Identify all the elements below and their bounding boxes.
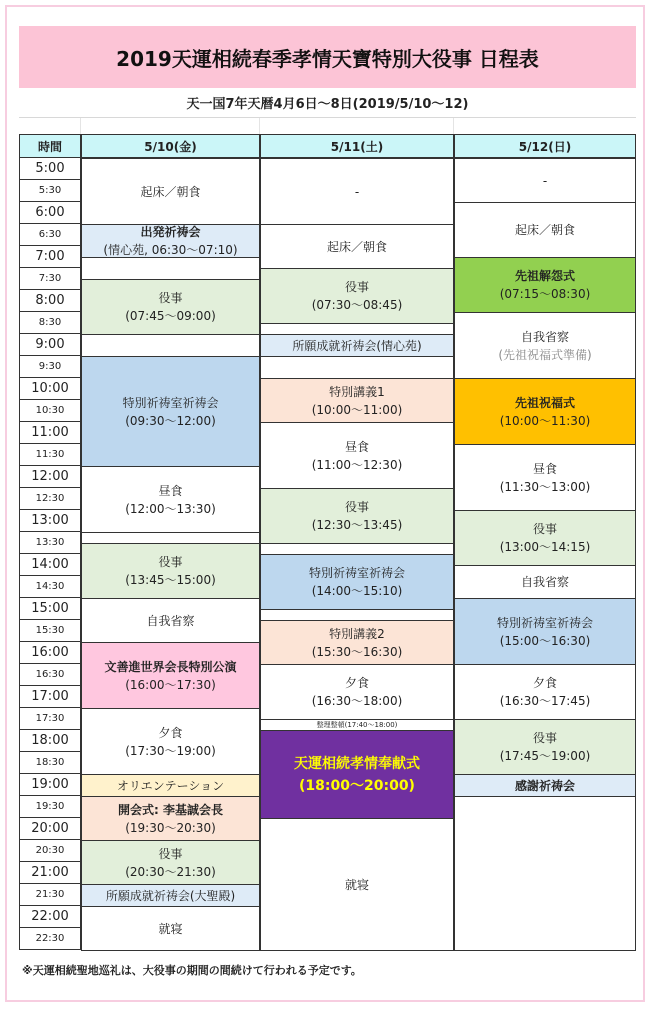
schedule-event	[260, 554, 454, 610]
schedule-event	[454, 510, 636, 566]
schedule-event	[81, 884, 260, 907]
time-slot-label: 18:00	[19, 730, 81, 752]
event-title: 整理整頓(17:40～18:00)	[316, 720, 398, 729]
schedule-table	[19, 134, 636, 960]
event-title: -	[354, 184, 360, 199]
event-time: (16:30～18:00)	[311, 694, 403, 708]
event-time: (10:00～11:30)	[499, 413, 591, 428]
time-slot-label: 13:30	[19, 532, 81, 554]
event-title: 感謝祈祷会	[514, 778, 575, 793]
schedule-event	[260, 158, 454, 225]
event-title: 夕食	[158, 725, 183, 740]
time-slot-label: 9:30	[19, 356, 81, 378]
time-slot-label: 5:00	[19, 158, 81, 180]
event-title: 文善進世界会長特別公演	[104, 659, 237, 674]
event-time: (情心苑, 06:30～07:10)	[103, 243, 238, 257]
schedule-event	[454, 257, 636, 313]
event-title: 所願成就祈祷会(情心苑)	[292, 338, 422, 353]
event-time: (07:45～09:00)	[125, 309, 216, 323]
event-title: 昼食	[344, 439, 369, 454]
schedule-event	[454, 202, 636, 258]
schedule-event	[454, 312, 636, 379]
schedule-event	[81, 708, 260, 775]
event-title: 特別祈祷室祈祷会	[122, 395, 219, 410]
time-slot-label: 18:30	[19, 752, 81, 774]
time-column-header: 時間	[19, 134, 81, 158]
schedule-event	[260, 488, 454, 544]
event-time: (10:00～11:00)	[311, 402, 403, 417]
event-title: 役事	[532, 731, 557, 745]
schedule-event	[454, 378, 636, 445]
event-title: 昼食	[532, 461, 557, 476]
time-slot-label: 7:30	[19, 268, 81, 290]
event-time: (18:00～20:00)	[299, 777, 415, 794]
time-slot-label: 16:30	[19, 664, 81, 686]
schedule-event	[454, 158, 636, 203]
event-title: 役事	[344, 280, 369, 294]
event-title: 天運相続孝情奉献式	[294, 755, 420, 772]
day-header-3: 5/12(日)	[454, 134, 636, 158]
event-title: 役事	[158, 846, 183, 861]
event-title: 自我省察	[520, 329, 569, 344]
event-title: 役事	[158, 291, 183, 305]
schedule-event	[260, 334, 454, 357]
time-slot-label: 10:00	[19, 378, 81, 400]
event-title: 所願成就祈祷会(大聖殿)	[105, 888, 236, 903]
event-title: 夕食	[344, 676, 369, 690]
time-slot-label: 7:00	[19, 246, 81, 268]
time-slot-label: 20:30	[19, 840, 81, 862]
event-title: 役事	[532, 522, 557, 536]
schedule-event	[81, 543, 260, 599]
event-time: (07:15～08:30)	[499, 287, 591, 301]
time-slot-label: 14:00	[19, 554, 81, 576]
event-time: (14:00～15:10)	[311, 584, 403, 598]
time-slot-label: 22:30	[19, 928, 81, 950]
schedule-blank-cell	[81, 257, 260, 280]
event-time: (15:00～16:30)	[499, 633, 591, 648]
day-header-1: 5/10(金)	[81, 134, 260, 158]
schedule-event	[260, 730, 454, 819]
event-title: 自我省察	[520, 575, 569, 589]
event-time: (16:00～17:30)	[125, 677, 216, 692]
event-time: (12:30～13:45)	[311, 518, 403, 532]
event-title: オリエンテーション	[116, 778, 225, 793]
schedule-event	[81, 598, 260, 643]
event-title: 開会式: 李基誠会長	[118, 802, 223, 817]
schedule-event	[454, 565, 636, 599]
event-title: 役事	[344, 500, 369, 514]
event-title: 起床／朝食	[140, 184, 201, 199]
schedule-event	[260, 268, 454, 324]
time-slot-label: 11:30	[19, 444, 81, 466]
schedule-event	[454, 719, 636, 775]
time-slot-label: 15:00	[19, 598, 81, 620]
schedule-blank-cell	[260, 356, 454, 379]
time-slot-label: 17:00	[19, 686, 81, 708]
time-slot-label: 21:00	[19, 862, 81, 884]
time-slot-label: 21:30	[19, 884, 81, 906]
schedule-blank-cell	[81, 334, 260, 357]
schedule-event	[81, 642, 260, 709]
schedule-event	[454, 664, 636, 720]
schedule-blank-cell	[454, 796, 636, 951]
header-spacer-row	[19, 118, 636, 134]
footnote: ※天運相続聖地巡礼は、大役事の期間の間続けて行われる予定です。	[22, 964, 362, 977]
day-header-2: 5/11(土)	[260, 134, 454, 158]
schedule-event	[454, 774, 636, 797]
time-slot-label: 6:30	[19, 224, 81, 246]
time-slot-label: 19:30	[19, 796, 81, 818]
schedule-event	[81, 279, 260, 335]
time-slot-label: 15:30	[19, 620, 81, 642]
time-slot-label: 12:00	[19, 466, 81, 488]
schedule-event	[260, 818, 454, 951]
schedule-event	[260, 620, 454, 665]
event-time: (19:30～20:30)	[125, 820, 216, 835]
event-time: (17:45～19:00)	[499, 749, 591, 763]
time-slot-label: 16:00	[19, 642, 81, 664]
event-time: (13:45～15:00)	[125, 573, 216, 587]
event-title: 自我省察	[146, 613, 195, 628]
schedule-event	[260, 378, 454, 423]
time-slot-label: 17:30	[19, 708, 81, 730]
event-time: (07:30～08:45)	[311, 298, 403, 312]
event-title: 特別講義1	[329, 384, 385, 399]
event-title: 就寝	[344, 877, 369, 892]
event-time: (16:30～17:45)	[499, 694, 591, 708]
time-slot-label: 14:30	[19, 576, 81, 598]
schedule-event	[454, 598, 636, 665]
time-slot-label: 20:00	[19, 818, 81, 840]
event-title: 先祖祝福式	[514, 395, 575, 410]
time-slot-label: 6:00	[19, 202, 81, 224]
schedule-event	[81, 466, 260, 533]
event-time: (09:30～12:00)	[125, 413, 216, 428]
time-slot-label: 13:00	[19, 510, 81, 532]
event-time: (11:00～12:30)	[311, 457, 403, 472]
event-title: -	[542, 173, 548, 188]
schedule-event	[260, 224, 454, 269]
event-time: (先祖祝福式準備)	[498, 347, 592, 362]
time-slot-label: 22:00	[19, 906, 81, 928]
event-time: (11:30～13:00)	[499, 479, 591, 494]
schedule-event	[81, 224, 260, 258]
event-title: 昼食	[158, 483, 183, 498]
event-time: (13:00～14:15)	[499, 540, 591, 554]
time-slot-label: 8:30	[19, 312, 81, 334]
schedule-event	[81, 158, 260, 225]
schedule-event	[81, 840, 260, 885]
event-time: (17:30～19:00)	[125, 743, 216, 758]
event-title: 起床／朝食	[326, 239, 387, 254]
event-time: (15:30～16:30)	[311, 644, 403, 659]
time-slot-label: 11:00	[19, 422, 81, 444]
page-subtitle: 天一国7年天暦4月6日～8日(2019/5/10～12)	[19, 88, 636, 118]
event-title: 特別講義2	[329, 626, 385, 641]
time-slot-label: 19:00	[19, 774, 81, 796]
time-slot-label: 12:30	[19, 488, 81, 510]
event-title: 役事	[158, 555, 183, 569]
time-slot-label: 10:30	[19, 400, 81, 422]
event-title: 特別祈祷室祈祷会	[308, 566, 405, 580]
event-title: 起床／朝食	[514, 223, 575, 237]
page-title: 2019天運相続春季孝情天寶特別大役事 日程表	[19, 26, 636, 88]
schedule-event	[454, 444, 636, 511]
time-slot-label: 5:30	[19, 180, 81, 202]
schedule-event	[260, 664, 454, 720]
event-time: (12:00～13:30)	[125, 501, 216, 516]
event-title: 特別祈祷室祈祷会	[496, 615, 593, 630]
schedule-event	[81, 796, 260, 841]
event-title: 夕食	[532, 676, 557, 690]
schedule-event	[81, 906, 260, 951]
event-title: 就寝	[158, 921, 183, 936]
time-slot-label: 9:00	[19, 334, 81, 356]
event-time: (20:30～21:30)	[125, 864, 216, 879]
event-title: 先祖解怨式	[514, 269, 575, 283]
schedule-event	[81, 356, 260, 467]
schedule-event	[81, 774, 260, 797]
event-title: 出発祈祷会	[140, 225, 201, 239]
schedule-event	[260, 422, 454, 489]
time-slot-label: 8:00	[19, 290, 81, 312]
